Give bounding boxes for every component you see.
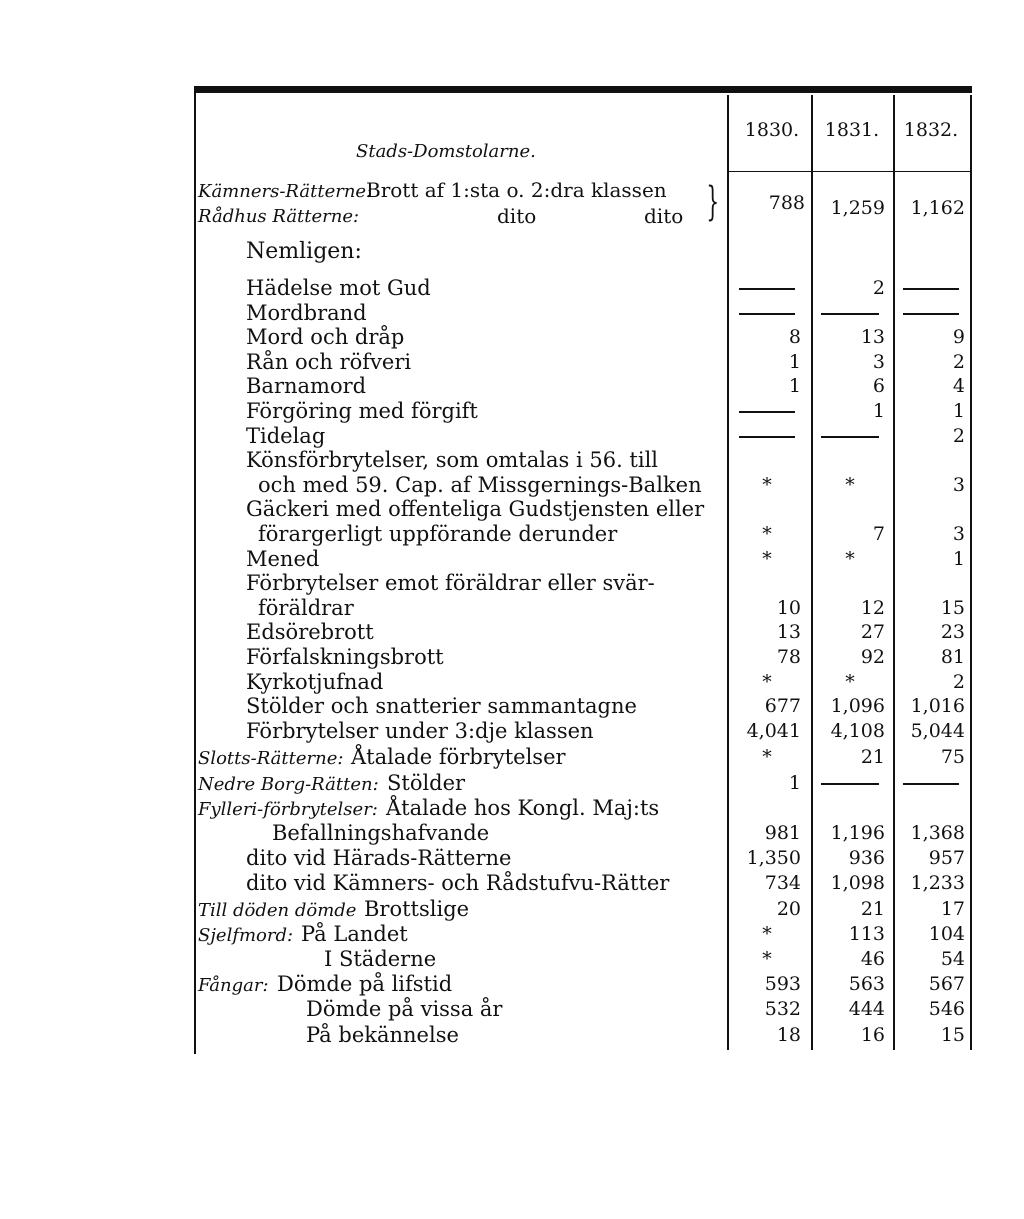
value-1830: 1 <box>788 771 801 794</box>
value-1831: 13 <box>860 326 885 349</box>
radhus-label: Rådhus Rätterne: <box>198 206 360 227</box>
value-1830: 78 <box>776 646 801 668</box>
value-1831: 27 <box>860 621 885 644</box>
value-1831: 4,108 <box>830 719 885 742</box>
crime-row-label: Mord och dråp <box>246 325 405 350</box>
value-1832: 104 <box>928 922 965 945</box>
value-1832: 4 <box>952 375 965 398</box>
value-1832: 957 <box>928 847 965 870</box>
crime-row-label: Förgöring med förgift <box>246 399 478 423</box>
intro-value-1832: 1,162 <box>910 197 965 219</box>
court-row-text: Dömde på vissa år <box>306 997 503 1022</box>
value-1832: 2 <box>952 424 965 447</box>
value-1831: * <box>845 473 855 496</box>
crime-row-label: Mordbrand <box>246 300 367 325</box>
value-1832: 567 <box>928 973 965 996</box>
value-1830: 1 <box>788 375 801 398</box>
value-1831: 1,096 <box>830 695 885 718</box>
value-1831: 3 <box>872 350 885 373</box>
value-1831: 92 <box>860 646 885 668</box>
value-1832-dash <box>903 783 959 785</box>
value-1832: 81 <box>940 646 965 668</box>
value-1831: 16 <box>860 1023 885 1046</box>
nemligen-heading: Nemligen: <box>246 239 362 264</box>
value-1832: 1 <box>952 547 965 570</box>
value-1830: * <box>762 746 772 769</box>
value-1830-dash <box>739 288 795 290</box>
value-1832: 54 <box>940 948 965 970</box>
crime-row-label: Rån och röfveri <box>246 349 412 374</box>
value-1831: 7 <box>872 523 885 545</box>
value-1830: * <box>762 473 772 496</box>
header-underline <box>729 171 970 172</box>
court-row-text: Dömde på lifstid <box>277 972 453 997</box>
court-label: Fylleri-förbrytelser: <box>198 798 378 820</box>
court-label: Sjelfmord: <box>198 924 294 946</box>
crime-row-label: Barnamord <box>246 374 367 399</box>
year-1830: 1830. <box>744 119 800 141</box>
value-1831-dash <box>821 313 879 315</box>
kamners-text: Brott af 1:sta o. 2:dra klassen <box>366 178 667 202</box>
value-1832: 546 <box>928 998 965 1021</box>
court-row-text: Åtalade hos Kongl. Maj:ts <box>386 795 660 820</box>
value-1831: 46 <box>860 948 885 970</box>
value-1832: 3 <box>952 473 965 496</box>
value-1831: 6 <box>872 375 885 398</box>
court-row-text: Brottslige <box>364 896 470 921</box>
court-row-text: Stölder <box>387 770 466 795</box>
value-1832-dash <box>903 288 959 290</box>
court-row-text: På bekännelse <box>306 1022 459 1047</box>
column-divider-2 <box>811 95 813 1050</box>
value-1832: 9 <box>952 326 965 349</box>
top-rule <box>194 86 972 93</box>
value-1830: 8 <box>788 326 801 349</box>
value-1831: 1 <box>872 400 885 422</box>
right-border <box>970 95 972 1050</box>
court-row-text: Åtalade förbrytelser <box>351 745 566 770</box>
value-1830: 532 <box>764 998 801 1021</box>
radhus-ditto-2: dito <box>644 204 684 228</box>
value-1831-dash <box>821 436 879 438</box>
value-1831: 21 <box>860 897 885 920</box>
crime-row-label: förargerligt uppförande derunder <box>258 522 618 546</box>
value-1832: 15 <box>940 596 965 619</box>
value-1830: 18 <box>776 1023 801 1046</box>
value-1830: 593 <box>764 973 801 996</box>
year-1831: 1831. <box>824 119 880 141</box>
court-row-text: På Landet <box>301 921 408 946</box>
court-label: Slotts-Rätterne: <box>198 748 344 770</box>
value-1830-dash <box>739 436 795 438</box>
value-1832: 5,044 <box>910 719 965 742</box>
value-1831: 1,196 <box>830 822 885 844</box>
value-1831-dash <box>821 783 879 785</box>
court-row-text: I Städerne <box>324 947 437 971</box>
value-1831: 1,098 <box>830 872 885 895</box>
value-1832: 1,233 <box>910 872 965 895</box>
value-1831: * <box>845 547 855 570</box>
value-1830: * <box>762 523 772 545</box>
value-1832: 1,016 <box>910 695 965 718</box>
page-title: Stads-Domstolarne. <box>356 141 536 162</box>
value-1830: 20 <box>776 897 801 920</box>
crime-row-label: Könsförbrytelser, som omtalas i 56. till <box>246 448 659 473</box>
court-label: Till döden dömde <box>198 899 357 921</box>
value-1830: 734 <box>764 872 801 895</box>
value-1831: 113 <box>848 922 885 945</box>
crime-row-label: och med 59. Cap. af Missgernings-Balken <box>258 472 702 497</box>
value-1830: 1,350 <box>746 847 801 870</box>
value-1831: 444 <box>848 998 885 1021</box>
crime-row-label: Mened <box>246 546 320 571</box>
value-1832: 2 <box>952 350 965 373</box>
value-1830: 4,041 <box>746 719 801 742</box>
year-1832: 1832. <box>903 119 959 141</box>
column-divider-1 <box>727 95 729 1050</box>
value-1831: 21 <box>860 746 885 769</box>
value-1830: * <box>762 670 772 693</box>
value-1830: * <box>762 948 772 970</box>
crime-row-label: Förbrytelser under 3:dje klassen <box>246 718 594 743</box>
kamners-label: Kämners-Rätterne: <box>198 181 373 202</box>
court-row-text: dito vid Kämners- och Rådstufvu-Rätter <box>246 871 670 896</box>
crime-row-label: Förfalskningsbrott <box>246 645 444 669</box>
value-1832: 15 <box>940 1023 965 1046</box>
crime-row-label: föräldrar <box>258 595 354 620</box>
value-1830-dash <box>739 313 795 315</box>
value-1831: 936 <box>848 847 885 870</box>
value-1831: 563 <box>848 973 885 996</box>
value-1830: 677 <box>764 695 801 718</box>
intro-value-1831: 1,259 <box>830 197 885 219</box>
value-1832-dash <box>903 313 959 315</box>
value-1830: 13 <box>776 621 801 644</box>
value-1831: 2 <box>872 277 885 299</box>
value-1832: 23 <box>940 621 965 644</box>
value-1832: 17 <box>940 897 965 920</box>
value-1832: 3 <box>952 523 965 545</box>
value-1830: * <box>762 547 772 570</box>
value-1831: 12 <box>860 596 885 619</box>
court-label: Fångar: <box>198 975 269 997</box>
intro-value-1830: 788 <box>768 192 805 214</box>
brace: } <box>706 179 720 225</box>
value-1832: 75 <box>940 746 965 769</box>
court-label: Nedre Borg-Rätten: <box>198 773 379 795</box>
crime-row-label: Edsörebrott <box>246 620 374 645</box>
crime-row-label: Förbrytelser emot föräldrar eller svär- <box>246 571 655 596</box>
left-border <box>194 86 196 1054</box>
column-divider-3 <box>893 95 895 1050</box>
value-1830: 10 <box>776 596 801 619</box>
crime-row-label: Kyrkotjufnad <box>246 669 384 694</box>
crime-row-label: Hädelse mot Gud <box>246 276 431 300</box>
court-row-text: dito vid Härads-Rätterne <box>246 846 512 871</box>
value-1830: * <box>762 922 772 945</box>
crime-row-label: Tidelag <box>246 423 326 448</box>
value-1831: * <box>845 670 855 693</box>
value-1832: 1,368 <box>910 822 965 844</box>
court-row-text: Befallningshafvande <box>272 821 490 845</box>
value-1830: 1 <box>788 350 801 373</box>
value-1830: 981 <box>764 822 801 844</box>
radhus-ditto-1: dito <box>497 204 537 228</box>
crime-row-label: Gäckeri med offenteliga Gudstjensten eller <box>246 497 705 522</box>
value-1830-dash <box>739 411 795 413</box>
value-1832: 2 <box>952 670 965 693</box>
value-1832: 1 <box>952 400 965 422</box>
crime-row-label: Stölder och snatterier sammantagne <box>246 694 637 719</box>
